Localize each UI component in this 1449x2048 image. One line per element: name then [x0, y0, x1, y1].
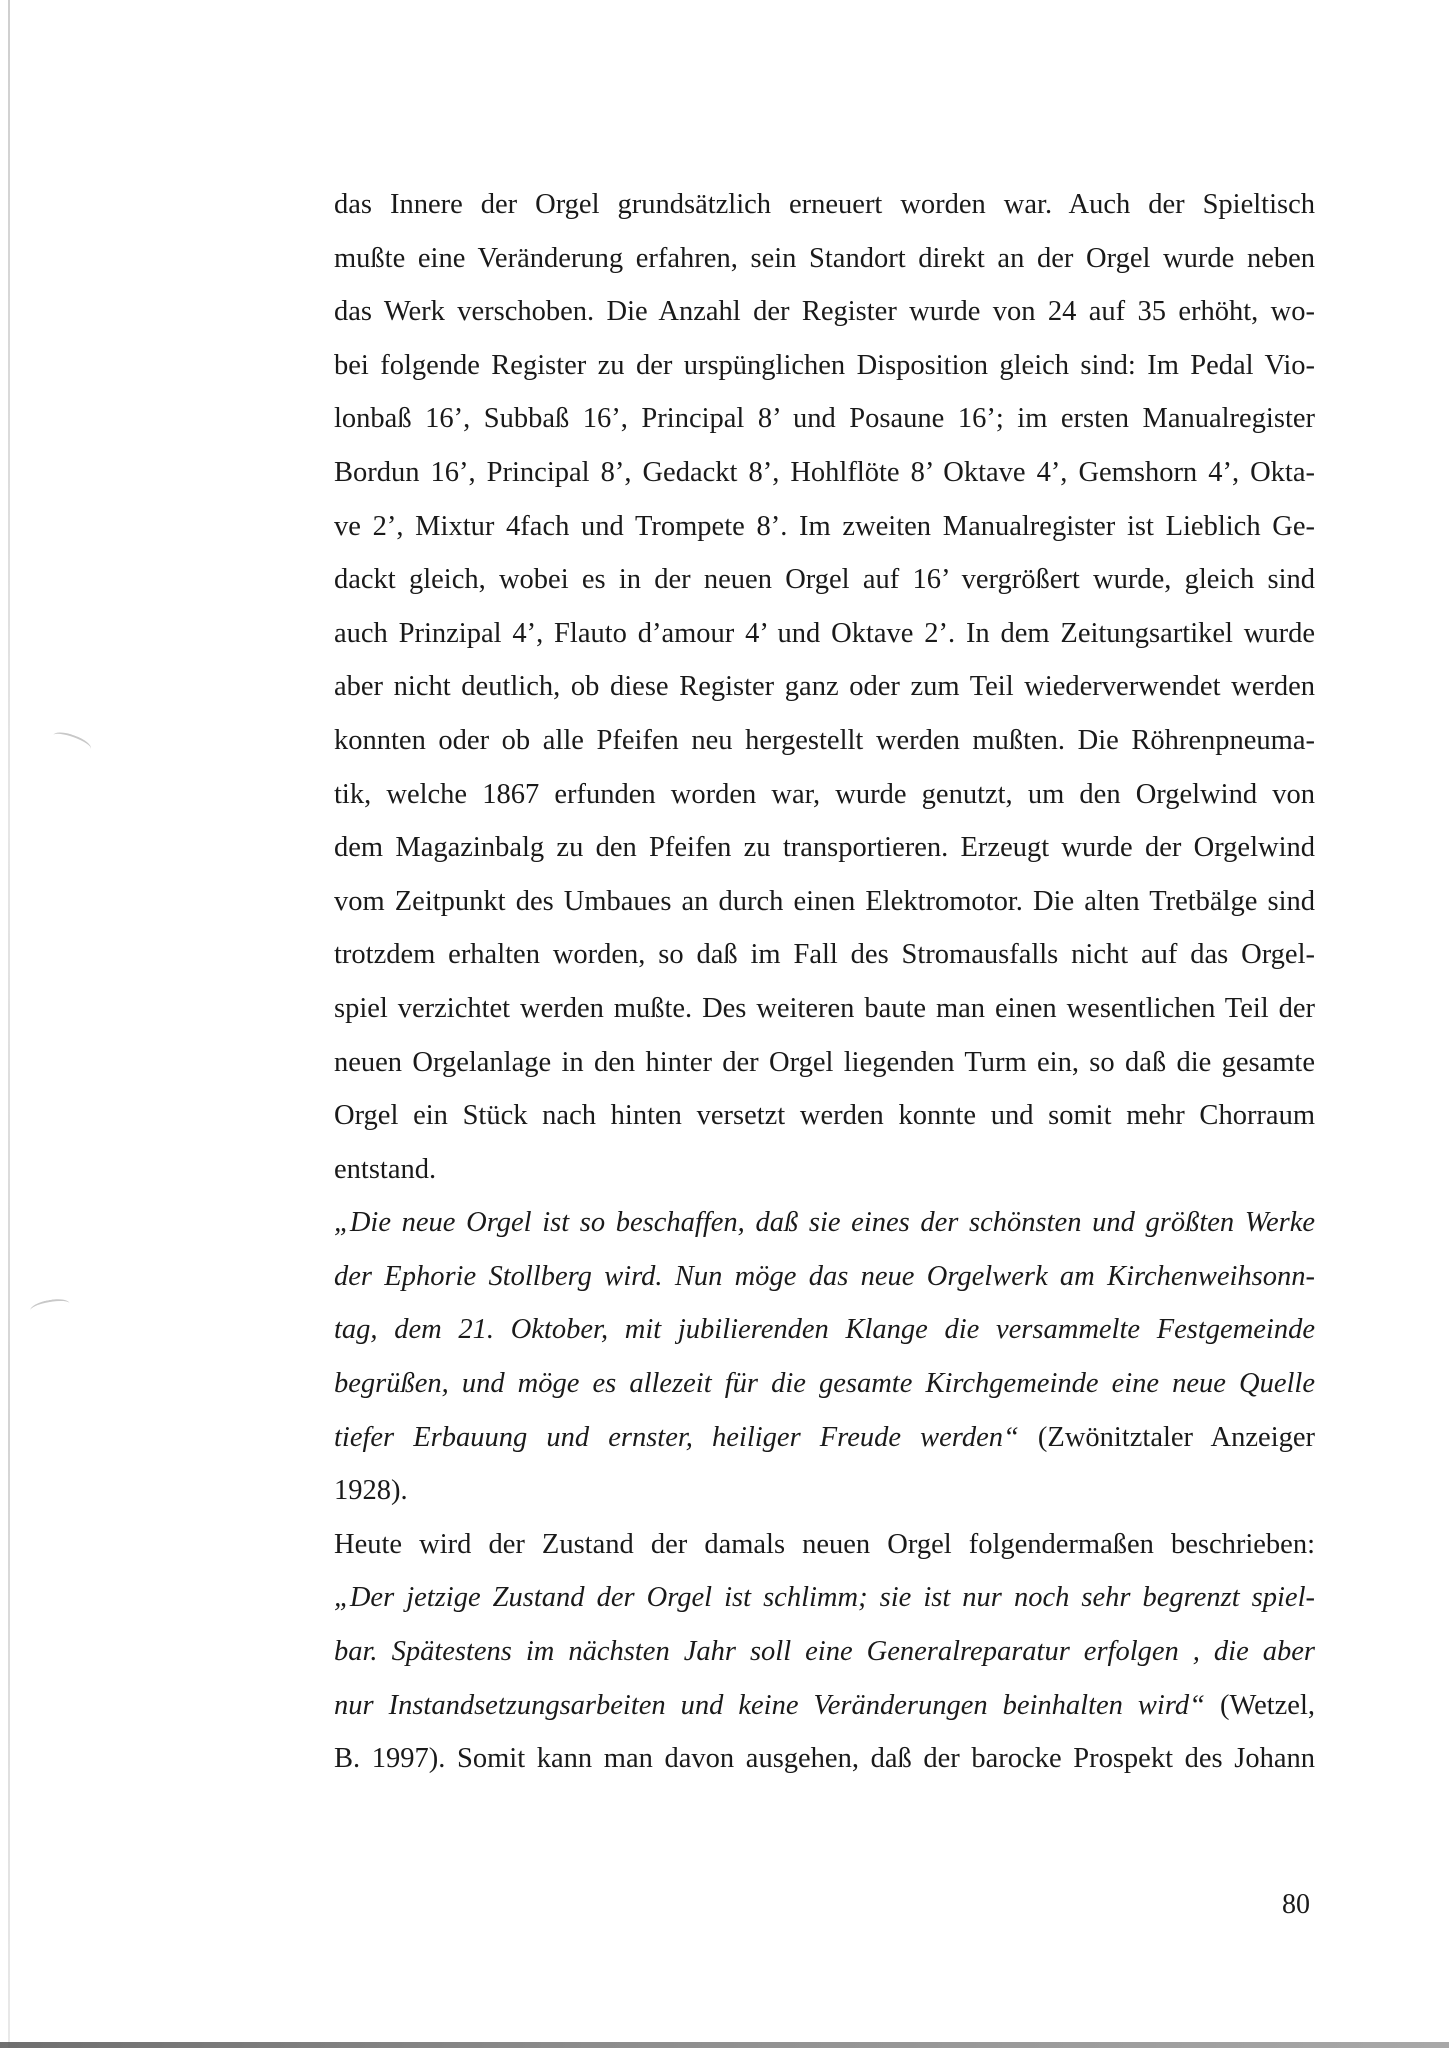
- quote-line: begrüßen, und möge es allezeit für die gesamte Kirchgemeinde eine neue Quelle: [334, 1368, 1315, 1400]
- quote-line: [334, 1679, 1315, 1733]
- citation: (Wetzel,: [1204, 1689, 1315, 1721]
- text-line: tik, welche 1867 erfunden worden war, wurde genutzt, um den Orgelwind von: [334, 778, 1315, 810]
- text-line: neuen Orgelanlage in den hinter der Orgel liegenden Turm ein, so daß die gesamte: [334, 1046, 1315, 1078]
- page-number: 80: [1282, 1889, 1310, 1920]
- scan-mark: [51, 729, 93, 756]
- text-line: entstand.: [334, 1153, 437, 1185]
- citation-line: 1928).: [334, 1475, 408, 1507]
- quote-line: der Ephorie Stollberg wird. Nun möge das neue Orgelwerk am Kirchenweihsonn-: [334, 1260, 1315, 1292]
- quote-line: tag, dem 21. Oktober, mit jubilierenden Klange die versammelte Festgemeinde: [334, 1314, 1315, 1346]
- text-line: konnten oder ob alle Pfeifen neu hergestellt werden mußten. Die Röhrenpneuma-: [334, 724, 1315, 756]
- text-line: aber nicht deutlich, ob diese Register ganz oder zum Teil wiederverwendet werden: [334, 671, 1315, 703]
- text-line: mußte eine Veränderung erfahren, sein Standort direkt an der Orgel wurde neben: [334, 242, 1315, 274]
- quote-line: „Der jetzige Zustand der Orgel ist schlimm; sie ist nur noch sehr begrenzt spiel-: [334, 1582, 1315, 1614]
- text-line: spiel verzichtet werden mußte. Des weiteren baute man einen wesentlichen Teil der: [334, 992, 1315, 1024]
- text-line: vom Zeitpunkt des Umbaues an durch einen Elektromotor. Die alten Tretbälge sind: [334, 885, 1315, 917]
- text-line: auch Prinzipal 4’, Flauto d’amour 4’ und Oktave 2’. In dem Zeitungsartikel wurde: [334, 617, 1315, 649]
- text-line: bei folgende Register zu der urspünglichen Disposition gleich sind: Im Pedal Vio-: [334, 349, 1315, 381]
- text-line: Bordun 16’, Principal 8’, Gedackt 8’, Hohlflöte 8’ Oktave 4’, Gemshorn 4’, Okta-: [334, 456, 1315, 488]
- text-line: Heute wird der Zustand der damals neuen Orgel folgendermaßen beschrieben:: [334, 1528, 1315, 1560]
- text-line: ve 2’, Mixtur 4fach und Trompete 8’. Im zweiten Manualregister ist Lieblich Ge-: [334, 510, 1315, 542]
- quote-block: [334, 1196, 1315, 1518]
- scan-edge-left: [8, 0, 10, 2048]
- text-line: das Innere der Orgel grundsätzlich erneuert worden war. Auch der Spieltisch: [334, 189, 1315, 220]
- citation: (Zwönitztaler Anzeiger: [1018, 1421, 1316, 1453]
- quote-block: [334, 1571, 1315, 1785]
- scan-mark: [29, 1297, 71, 1318]
- text-line: dem Magazinbalg zu den Pfeifen zu transportieren. Erzeugt wurde der Orgelwind: [334, 832, 1315, 864]
- quote-text: tiefer Erbauung und ernster, heiliger Freude werden“: [334, 1421, 1019, 1453]
- text-line: das Werk verschoben. Die Anzahl der Register wurde von 24 auf 35 erhöht, wo-: [334, 296, 1315, 328]
- paragraph: [334, 178, 1315, 1196]
- text-line: lonbaß 16’, Subbaß 16’, Principal 8’ und Posaune 16’; im ersten Manualregister: [334, 403, 1315, 435]
- paragraph: [334, 1518, 1315, 1572]
- quote-line: [334, 1411, 1315, 1465]
- quote-text: nur Instandsetzungsarbeiten und keine Veränderungen beinhalten wird“: [334, 1689, 1205, 1721]
- text-line: trotzdem erhalten worden, so daß im Fall des Stromausfalls nicht auf das Orgel-: [334, 939, 1315, 971]
- quote-line: „Die neue Orgel ist so beschaffen, daß sie eines der schönsten und größten Werke: [334, 1207, 1315, 1239]
- text-line: B. 1997). Somit kann man davon ausgehen, daß der barocke Prospekt des Johann: [334, 1743, 1315, 1775]
- text-line: Orgel ein Stück nach hinten versetzt werden konnte und somit mehr Chorraum: [334, 1100, 1315, 1132]
- document-page: [334, 178, 1315, 1786]
- scan-edge-bottom: [0, 2042, 1449, 2048]
- quote-line: bar. Spätestens im nächsten Jahr soll eine Generalreparatur erfolgen , die aber: [334, 1636, 1315, 1668]
- text-line: dackt gleich, wobei es in der neuen Orgel auf 16’ vergrößert wurde, gleich sind: [334, 564, 1315, 596]
